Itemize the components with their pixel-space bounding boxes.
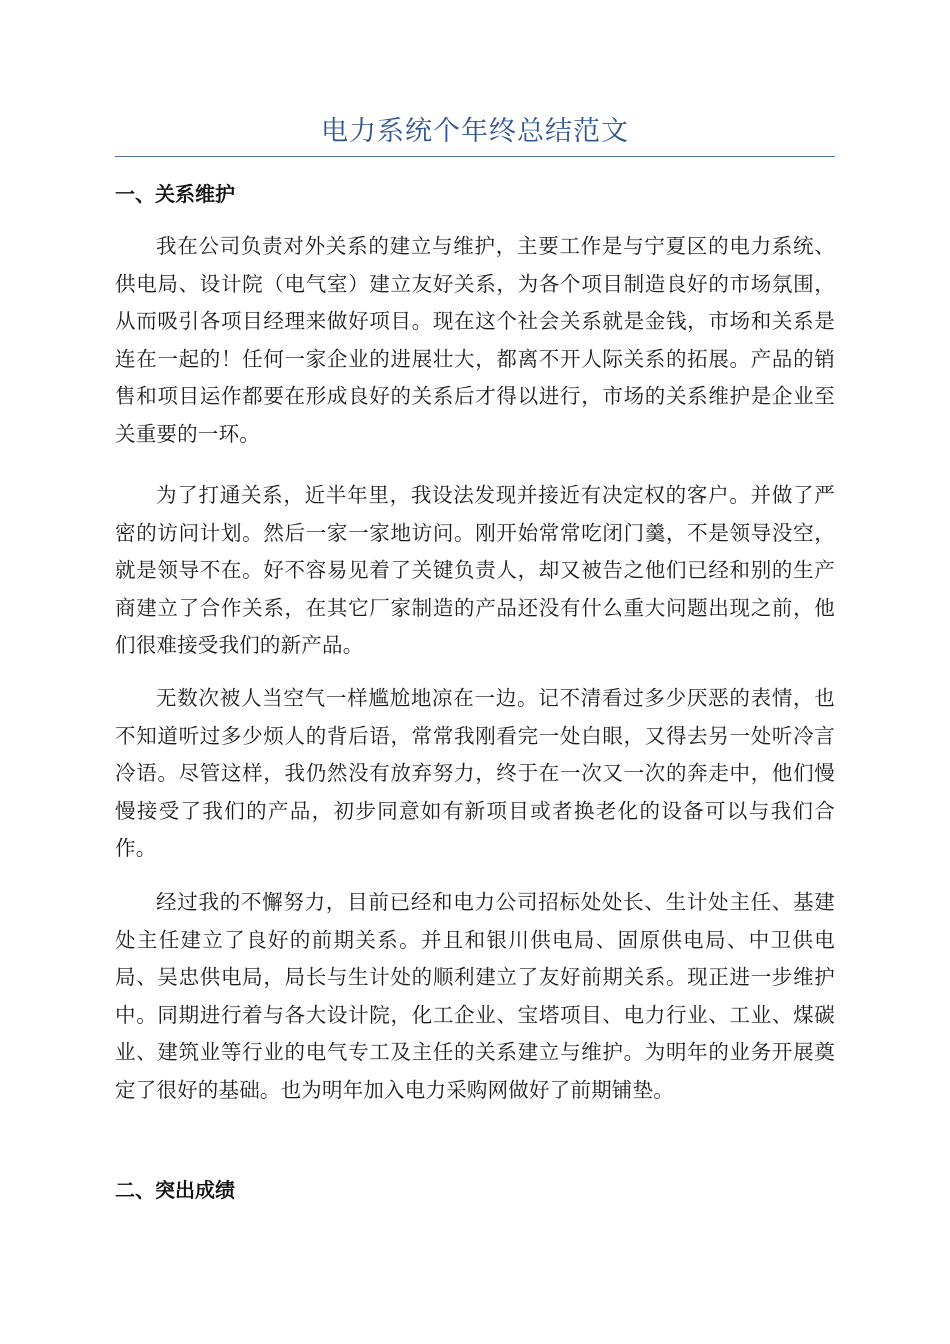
paragraph: 我在公司负责对外关系的建立与维护，主要工作是与宁夏区的电力系统、供电局、设计院（电气室）建立友好关系，为各个项目制造良好的市场氛围，从而吸引各项目经理来做好项目。现在这个社会关系就是金钱，市场和关系是连在一起的！任何一家企业的进展壮大，都离不开人际关系的拓展。产品的销售和项目运作都要在形成良好的关系后才得以进行，市场的关系维护是企业至关重要的一环。: [115, 234, 835, 446]
paragraph: 经过我的不懈努力，目前已经和电力公司招标处处长、生计处主任、基建处主任建立了良好的前期关系。并且和银川供电局、固原供电局、中卫供电局、吴忠供电局，局长与生计处的顺利建立了友好前期关系。现正进一步维护中。同期进行着与各大设计院，化工企业、宝塔项目、电力行业、工业、煤碳业、建筑业等行业的电气专工及主任的关系建立与维护。为明年的业务开展奠定了很好的基础。也为明年加入电力采购网做好了前期铺垫。: [115, 890, 835, 1102]
paragraph: 为了打通关系，近半年里，我设法发现并接近有决定权的客户。并做了严密的访问计划。然后一家一家地访问。刚开始常常吃闭门羹，不是领导没空，就是领导不在。好不容易见着了关键负责人，却又被告之他们已经和别的生产商建立了合作关系，在其它厂家制造的产品还没有什么重大问题出现之前，他们很难接受我们的新产品。: [115, 483, 835, 657]
section-heading-relationship: 一、关系维护: [115, 182, 235, 206]
paragraph: 无数次被人当空气一样尴尬地凉在一边。记不清看过多少厌恶的表情，也不知道听过多少烦人的背后语，常常我刚看完一处白眼，又得去另一处听冷言冷语。尽管这样，我仍然没有放弃努力，终于在一次又一次的奔走中，他们慢慢接受了我们的产品，初步同意如有新项目或者换老化的设备可以与我们合作。: [115, 686, 835, 860]
section-heading-achievements: 二、突出成绩: [115, 1178, 235, 1202]
document-title: 电力系统个年终总结范文: [321, 116, 629, 147]
title-block: [115, 112, 835, 157]
